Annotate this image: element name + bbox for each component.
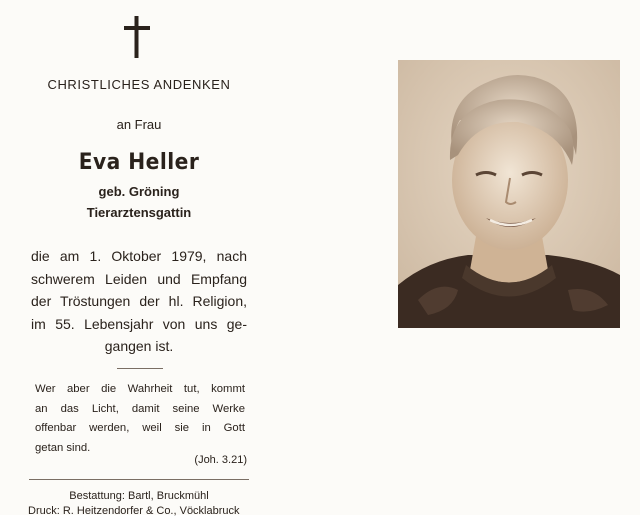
quote-line: offenbar werden, weil sie in Gott [35,422,245,434]
quote-citation: (Joh. 3.21) [194,454,247,466]
obituary-line: die am 1. Oktober 1979, nach [31,248,247,264]
bible-quote [35,380,245,458]
funeral-home: Bestattung: Bartl, Bruckmühl [69,490,209,502]
obituary-line: schwerem Leiden und Empfang [31,270,247,287]
maiden-name: geb. Gröning [98,184,180,199]
obituary-line: im 55. Lebensjahr von uns ge- [31,315,247,332]
divider [29,479,249,480]
quote-line: an das Licht, damit seine Werke [35,402,245,415]
printer-credit: Druck: R. Heitzendorfer & Co., Vöcklabruck [28,505,240,517]
deceased-name: Eva Heller [78,150,200,175]
quote-line: getan sind. [35,441,91,454]
salutation: an Frau [116,117,162,132]
quote-line: Wer aber die Wahrheit tut, kommt [35,383,245,395]
obituary-line: gangen ist. [104,338,174,354]
obituary-line: der Tröstungen der hl. Religion, [31,293,247,309]
card-heading: CHRISTLICHES ANDENKEN [47,77,231,92]
deceased-title: Tierarztensgattin [86,205,192,220]
obituary-text [31,245,247,358]
portrait-photo [398,60,620,328]
cross-icon [124,16,150,58]
divider [117,368,163,369]
